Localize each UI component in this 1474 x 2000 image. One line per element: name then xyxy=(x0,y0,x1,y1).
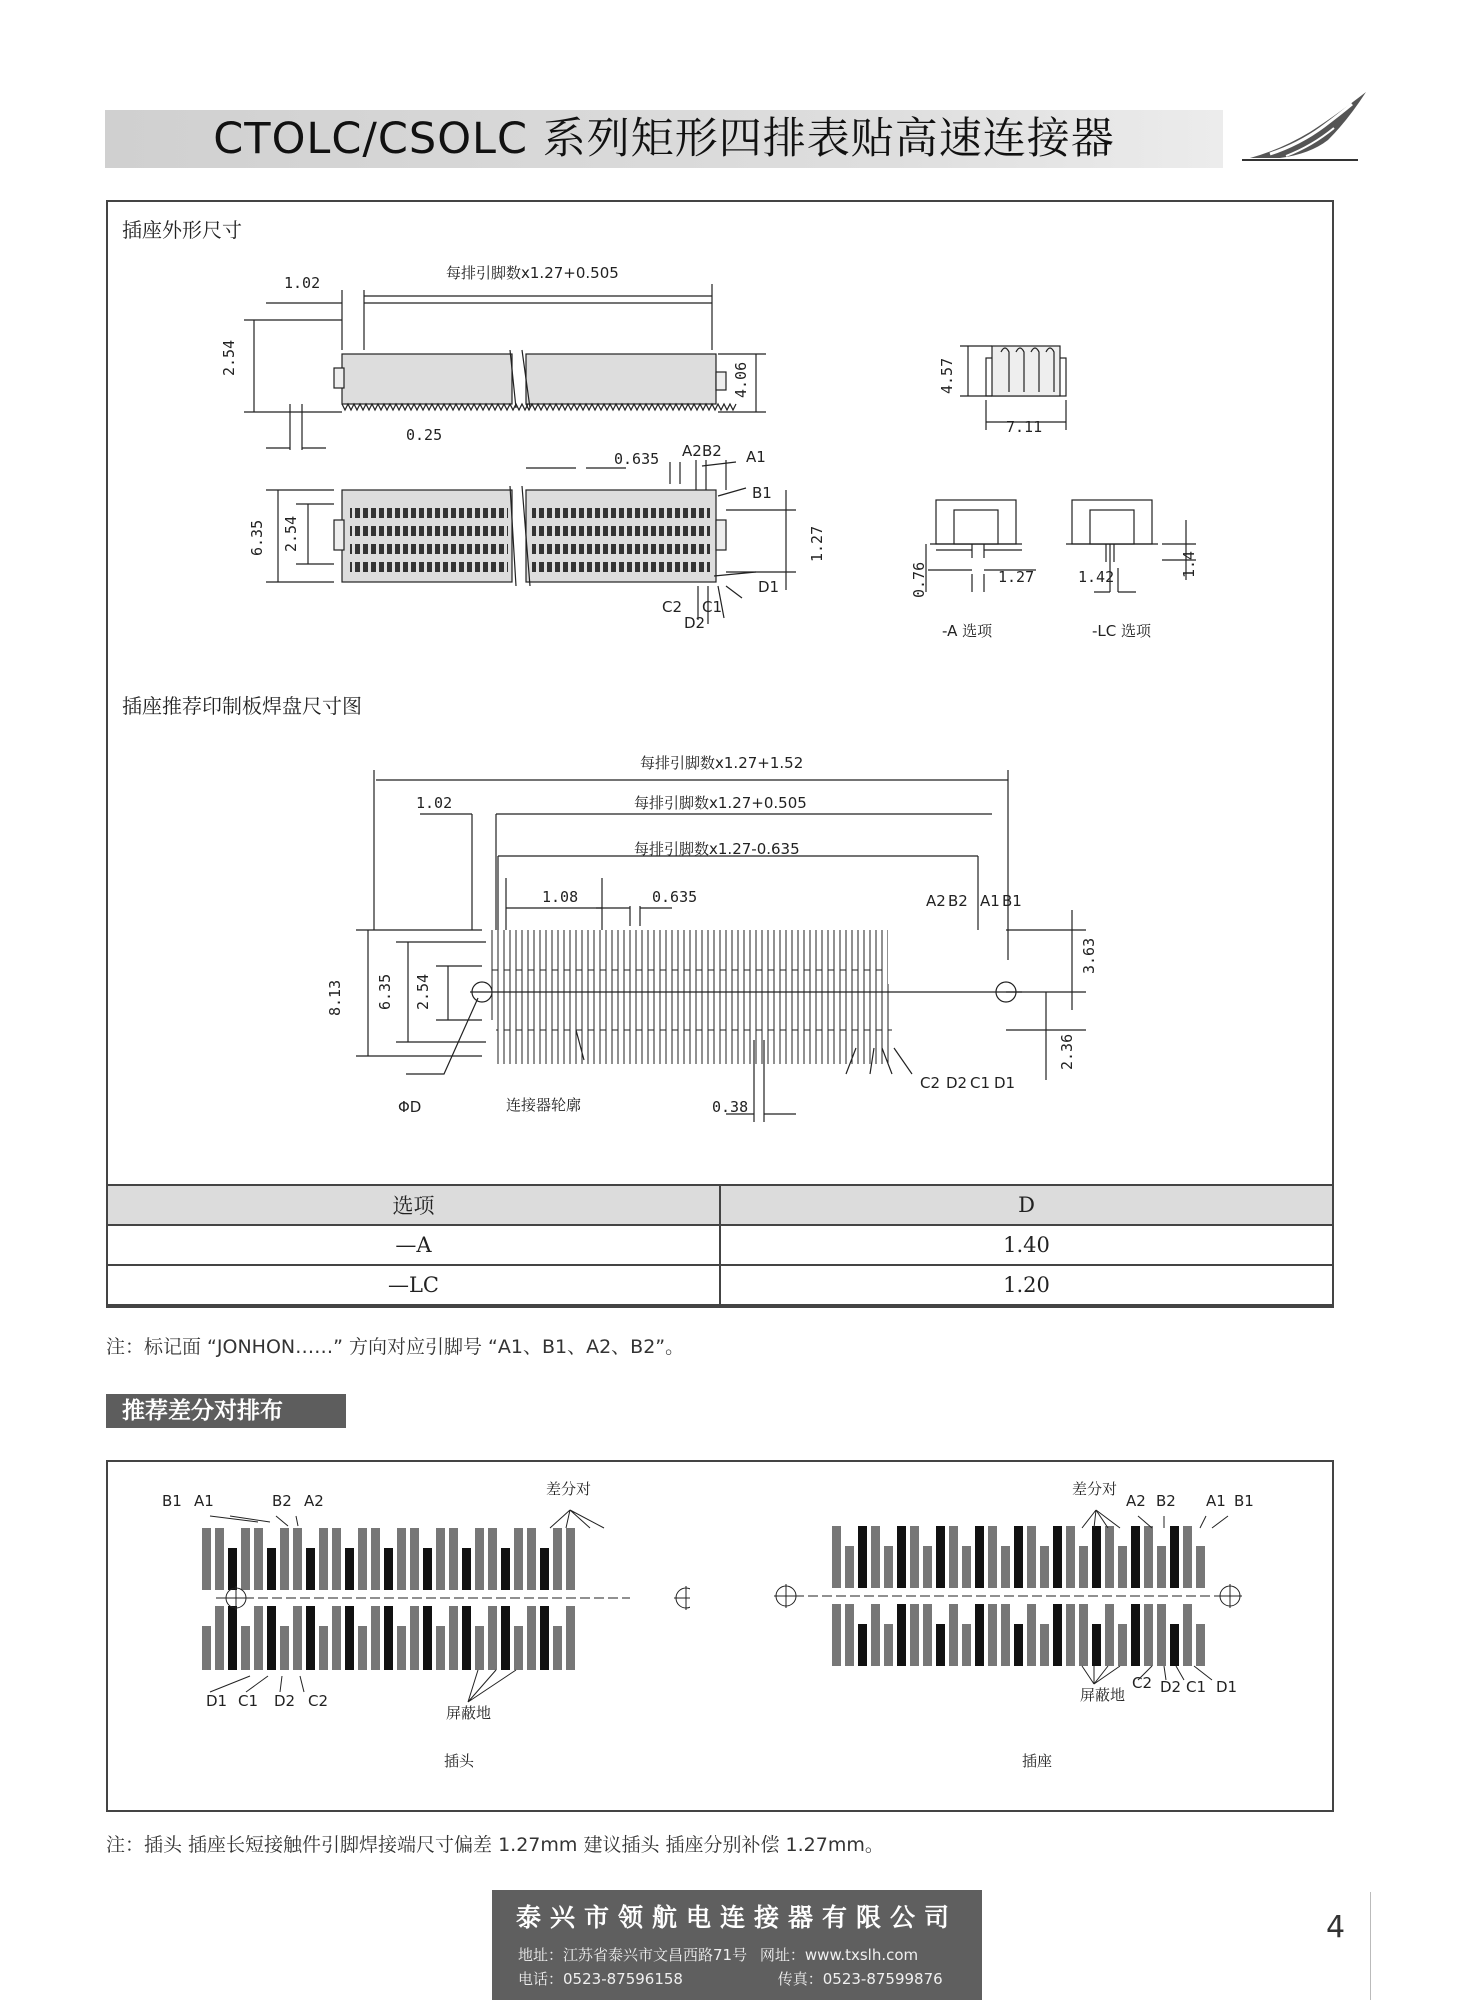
socket-contact-strip xyxy=(897,1526,906,1588)
address-label: 地址： xyxy=(518,1946,564,1964)
plug-pin-d1: D1 xyxy=(206,1692,228,1710)
socket-outline-label: 插座外形尺寸 xyxy=(122,218,242,242)
plug-contact-strip xyxy=(358,1528,367,1590)
pin-a2: A2 xyxy=(682,442,702,460)
plug-contact-strip xyxy=(436,1528,445,1590)
table-cell-d: 1.20 xyxy=(720,1265,1333,1305)
socket-contact-strip xyxy=(845,1604,854,1666)
dim-6-35: 6.35 xyxy=(248,519,266,556)
pcb-dim-3-63: 3.63 xyxy=(1080,937,1098,974)
socket-contact-strip xyxy=(1144,1526,1153,1588)
pcb-dim-1-08: 1.08 xyxy=(542,888,579,906)
plug-contact-strip xyxy=(306,1606,315,1670)
socket-contact-strip xyxy=(1079,1604,1088,1666)
pcb-dim-0-635: 0.635 xyxy=(652,888,698,906)
socket-pin-a2: A2 xyxy=(1126,1492,1146,1510)
socket-contact-strip xyxy=(1131,1526,1140,1588)
socket-pin-a1: A1 xyxy=(1206,1492,1226,1510)
plug-contact-strip xyxy=(566,1606,575,1670)
pcb-pin-c2: C2 xyxy=(920,1074,941,1092)
plug-diagram xyxy=(150,1470,690,1770)
plug-contact-strip xyxy=(488,1528,497,1590)
plug-contact-strip xyxy=(241,1528,250,1590)
dim-0-76: 0.76 xyxy=(910,561,928,598)
socket-contact-strip xyxy=(884,1546,893,1588)
socket-contact-strip xyxy=(988,1526,997,1588)
dim-0-25: 0.25 xyxy=(406,426,443,444)
address-value: 江苏省泰兴市文昌西路71号 xyxy=(563,1946,748,1964)
website-value[interactable]: www.txslh.com xyxy=(804,1946,919,1964)
dim-1-27b: 1.27 xyxy=(998,568,1035,586)
plug-contact-strip xyxy=(462,1606,471,1670)
footer-box xyxy=(492,1890,982,2000)
plug-contact-strip xyxy=(527,1528,536,1590)
pin-d2: D2 xyxy=(684,614,706,632)
phone-label: 电话： xyxy=(518,1970,564,1988)
plug-contact-strip xyxy=(332,1606,341,1670)
company-logo xyxy=(1240,88,1370,168)
pin-c1: C1 xyxy=(702,598,723,616)
plug-contact-strip xyxy=(267,1548,276,1590)
plug-shield-label: 屏蔽地 xyxy=(446,1704,492,1722)
socket-contact-strip xyxy=(832,1604,841,1666)
pcb-pin-b1: B1 xyxy=(1002,892,1022,910)
socket-contact-strip xyxy=(975,1526,984,1588)
plug-contact-strip xyxy=(436,1626,445,1670)
pcb-pad-drawing xyxy=(106,730,1334,1170)
pcb-pin-d1: D1 xyxy=(994,1074,1016,1092)
plug-contact-strip xyxy=(371,1606,380,1670)
plug-contact-strip xyxy=(540,1606,549,1670)
plug-contact-strip xyxy=(228,1548,237,1590)
fax-label: 传真： xyxy=(777,1970,823,1988)
pin-d1: D1 xyxy=(758,578,780,596)
table-cell-option: —A xyxy=(107,1225,720,1265)
socket-contact-strip xyxy=(1183,1526,1192,1588)
socket-contact-strip xyxy=(1092,1624,1101,1666)
plug-contact-strip xyxy=(241,1626,250,1670)
socket-diagram xyxy=(760,1470,1280,1770)
socket-contact-strip xyxy=(923,1546,932,1588)
pcb-dim-2-36: 2.36 xyxy=(1058,1033,1076,1070)
dim-1-27: 1.27 xyxy=(808,525,826,562)
socket-contact-strip xyxy=(1170,1526,1179,1588)
outline-label: 连接器轮廓 xyxy=(506,1096,582,1114)
dim-2-54: 2.54 xyxy=(220,339,238,376)
socket-contact-strip xyxy=(1196,1546,1205,1588)
pcb-formula1: 每排引脚数x1.27+1.52 xyxy=(640,754,804,772)
company-name: 泰兴市领航电连接器有限公司 xyxy=(515,1903,958,1932)
socket-contact-strip xyxy=(1014,1624,1023,1666)
plug-contact-strip xyxy=(345,1548,354,1590)
socket-contact-strip xyxy=(975,1604,984,1666)
plug-contact-strip xyxy=(501,1606,510,1670)
socket-contact-strip xyxy=(1066,1526,1075,1588)
plug-contact-strip xyxy=(553,1528,562,1590)
socket-contact-strip xyxy=(1144,1604,1153,1666)
socket-contact-strip xyxy=(858,1624,867,1666)
socket-contact-strip xyxy=(1105,1604,1114,1666)
socket-contact-strip xyxy=(1131,1604,1140,1666)
phi-d-label: ΦD xyxy=(398,1098,422,1116)
plug-pin-b2: B2 xyxy=(272,1492,292,1510)
plug-contact-strip xyxy=(384,1606,393,1670)
pcb-pin-a2: A2 xyxy=(926,892,946,910)
socket-contact-strip xyxy=(1001,1546,1010,1588)
plug-contact-strip xyxy=(202,1528,211,1590)
plug-contact-strip xyxy=(514,1626,523,1670)
plug-contact-strip xyxy=(423,1548,432,1590)
socket-contact-strip xyxy=(988,1604,997,1666)
socket-contact-strip xyxy=(923,1604,932,1666)
socket-contact-strip xyxy=(1040,1546,1049,1588)
plug-pin-a2: A2 xyxy=(304,1492,324,1510)
socket-contact-strip xyxy=(1118,1546,1127,1588)
socket-contact-strip xyxy=(1040,1624,1049,1666)
page-number: 4 xyxy=(1326,1910,1346,1945)
socket-contact-strip xyxy=(871,1526,880,1588)
socket-contact-strip xyxy=(1196,1624,1205,1666)
socket-contact-strip xyxy=(1118,1624,1127,1666)
table-header-row xyxy=(107,1185,1333,1225)
pcb-dim-1-02: 1.02 xyxy=(416,794,453,812)
pin-c2: C2 xyxy=(662,598,683,616)
socket-contact-strip xyxy=(1027,1604,1036,1666)
plug-contact-strip xyxy=(397,1626,406,1670)
plug-contact-strip xyxy=(319,1528,328,1590)
socket-contact-strip xyxy=(910,1604,919,1666)
plug-contact-strip xyxy=(488,1606,497,1670)
plug-pin-d2: D2 xyxy=(274,1692,296,1710)
plug-contact-strip xyxy=(501,1548,510,1590)
plug-contact-strip xyxy=(293,1528,302,1590)
socket-contact-strip xyxy=(1105,1526,1114,1588)
plug-contact-strip xyxy=(306,1548,315,1590)
socket-contact-strip xyxy=(1053,1604,1062,1666)
socket-contact-strip xyxy=(910,1526,919,1588)
pcb-pin-c1: C1 xyxy=(970,1074,991,1092)
pcb-pin-d2: D2 xyxy=(946,1074,968,1092)
pin-a1: A1 xyxy=(746,448,766,466)
header-bar xyxy=(105,110,1223,168)
socket-contact-strip xyxy=(871,1604,880,1666)
socket-caption: 插座 xyxy=(1022,1752,1053,1770)
pcb-formula2: 每排引脚数x1.27+0.505 xyxy=(634,794,807,812)
socket-pin-b2: B2 xyxy=(1156,1492,1176,1510)
table-row xyxy=(107,1225,1333,1265)
fax-value: 0523-87599876 xyxy=(822,1970,943,1988)
dim-1-02: 1.02 xyxy=(284,274,321,292)
option-a-label: -A 选项 xyxy=(942,622,993,640)
plug-contact-strip xyxy=(345,1606,354,1670)
socket-shield-label: 屏蔽地 xyxy=(1080,1686,1126,1704)
plug-contact-strip xyxy=(410,1606,419,1670)
socket-contact-strip xyxy=(1027,1526,1036,1588)
plug-contact-strip xyxy=(527,1606,536,1670)
plug-contact-strip xyxy=(280,1626,289,1670)
dim-1-42: 1.42 xyxy=(1078,568,1115,586)
address-line xyxy=(518,1944,918,1965)
socket-contact-strip xyxy=(1092,1526,1101,1588)
socket-contact-strip xyxy=(962,1546,971,1588)
socket-contact-strip xyxy=(962,1624,971,1666)
socket-contact-strip xyxy=(845,1546,854,1588)
plug-contact-strip xyxy=(410,1528,419,1590)
plug-contact-strip xyxy=(540,1548,549,1590)
plug-contact-strip xyxy=(280,1528,289,1590)
socket-pin-c2: C2 xyxy=(1132,1674,1153,1692)
footer-rule xyxy=(1370,1892,1371,2000)
page-title: CTOLC/CSOLC 系列矩形四排表贴高速连接器 xyxy=(213,114,1115,164)
socket-pin-c1: C1 xyxy=(1186,1678,1207,1696)
plug-diff-pair-label: 差分对 xyxy=(546,1480,592,1498)
pcb-formula3: 每排引脚数x1.27-0.635 xyxy=(634,840,800,858)
dim-4-06: 4.06 xyxy=(732,361,750,398)
plug-contact-strip xyxy=(319,1626,328,1670)
plug-contact-strip xyxy=(384,1548,393,1590)
contact-line xyxy=(518,1968,943,1989)
socket-contact-strip xyxy=(949,1526,958,1588)
pin-b1: B1 xyxy=(752,484,772,502)
pcb-pin-a1: A1 xyxy=(980,892,1000,910)
socket-pin-d2: D2 xyxy=(1160,1678,1182,1696)
plug-contact-strip xyxy=(462,1548,471,1590)
plug-contact-strip xyxy=(566,1528,575,1590)
socket-contact-strip xyxy=(1183,1604,1192,1666)
socket-diff-pair-label: 差分对 xyxy=(1072,1480,1118,1498)
plug-contact-strip xyxy=(449,1528,458,1590)
plug-pin-c1: C1 xyxy=(238,1692,259,1710)
socket-contact-strip xyxy=(832,1526,841,1588)
socket-outline-drawing xyxy=(106,200,1334,660)
plug-contact-strip xyxy=(202,1626,211,1670)
dim-2-54b: 2.54 xyxy=(282,515,300,552)
pcb-dim-6-35: 6.35 xyxy=(376,973,394,1010)
plug-contact-strip xyxy=(293,1606,302,1670)
pcb-dim-8-13: 8.13 xyxy=(326,979,344,1016)
plug-contact-strip xyxy=(397,1528,406,1590)
plug-contact-strip xyxy=(423,1606,432,1670)
pcb-pin-b2: B2 xyxy=(948,892,968,910)
note-marking: 注：标记面 “JONHON……” 方向对应引脚号 “A1、B1、A2、B2”。 xyxy=(106,1336,685,1358)
socket-contact-strip xyxy=(936,1624,945,1666)
plug-contact-strip xyxy=(449,1606,458,1670)
plug-contact-strip xyxy=(514,1528,523,1590)
plug-contact-strip xyxy=(215,1606,224,1670)
socket-pin-b1: B1 xyxy=(1234,1492,1254,1510)
options-table xyxy=(106,1184,1334,1306)
dim-7-11: 7.11 xyxy=(1006,418,1043,436)
plug-contact-strip xyxy=(475,1528,484,1590)
plug-contact-strip xyxy=(267,1606,276,1670)
socket-contact-strip xyxy=(1001,1604,1010,1666)
socket-contact-strip xyxy=(897,1604,906,1666)
socket-contact-strip xyxy=(884,1624,893,1666)
table-header-d: D xyxy=(720,1185,1333,1225)
socket-contact-strip xyxy=(1053,1526,1062,1588)
socket-contact-strip xyxy=(949,1604,958,1666)
dim-0-635: 0.635 xyxy=(614,450,660,468)
pcb-dim-0-38: 0.38 xyxy=(712,1098,749,1116)
plug-pin-a1: A1 xyxy=(194,1492,214,1510)
plug-contact-strip xyxy=(475,1626,484,1670)
plug-caption: 插头 xyxy=(444,1752,475,1770)
dim-4-57: 4.57 xyxy=(938,357,956,394)
note-compensation: 注：插头 插座长短接触件引脚焊接端尺寸偏差 1.27mm 建议插头 插座分别补偿 1.27mm。 xyxy=(106,1834,884,1856)
option-lc-label: -LC 选项 xyxy=(1092,622,1152,640)
socket-pin-d1: D1 xyxy=(1216,1678,1238,1696)
pcb-dim-2-54: 2.54 xyxy=(414,973,432,1010)
plug-contact-strip xyxy=(553,1626,562,1670)
socket-contact-strip xyxy=(1066,1604,1075,1666)
diff-pair-heading: 推荐差分对排布 xyxy=(106,1394,346,1428)
plug-contact-strip xyxy=(358,1626,367,1670)
table-header-option: 选项 xyxy=(107,1185,720,1225)
pin-b2: B2 xyxy=(702,442,722,460)
plug-pin-b1: B1 xyxy=(162,1492,182,1510)
socket-contact-strip xyxy=(1079,1546,1088,1588)
plug-contact-strip xyxy=(254,1606,263,1670)
table-row xyxy=(107,1265,1333,1305)
plug-contact-strip xyxy=(371,1528,380,1590)
socket-contact-strip xyxy=(1157,1546,1166,1588)
dim-formula: 每排引脚数x1.27+0.505 xyxy=(446,264,619,282)
socket-contact-strip xyxy=(1170,1624,1179,1666)
dim-1-4: 1.4 xyxy=(1180,550,1198,578)
pcb-pad-label: 插座推荐印制板焊盘尺寸图 xyxy=(122,694,362,718)
table-cell-d: 1.40 xyxy=(720,1225,1333,1265)
phone-value: 0523-87596158 xyxy=(563,1970,683,1988)
socket-contact-strip xyxy=(936,1526,945,1588)
plug-contact-strip xyxy=(254,1528,263,1590)
table-cell-option: —LC xyxy=(107,1265,720,1305)
plug-contact-strip xyxy=(215,1528,224,1590)
plug-contact-strip xyxy=(332,1528,341,1590)
plug-contact-strip xyxy=(228,1606,237,1670)
website-label: 网址： xyxy=(759,1946,805,1964)
socket-contact-strip xyxy=(858,1526,867,1588)
plug-pin-c2: C2 xyxy=(308,1692,329,1710)
socket-contact-strip xyxy=(1157,1604,1166,1666)
socket-contact-strip xyxy=(1014,1526,1023,1588)
